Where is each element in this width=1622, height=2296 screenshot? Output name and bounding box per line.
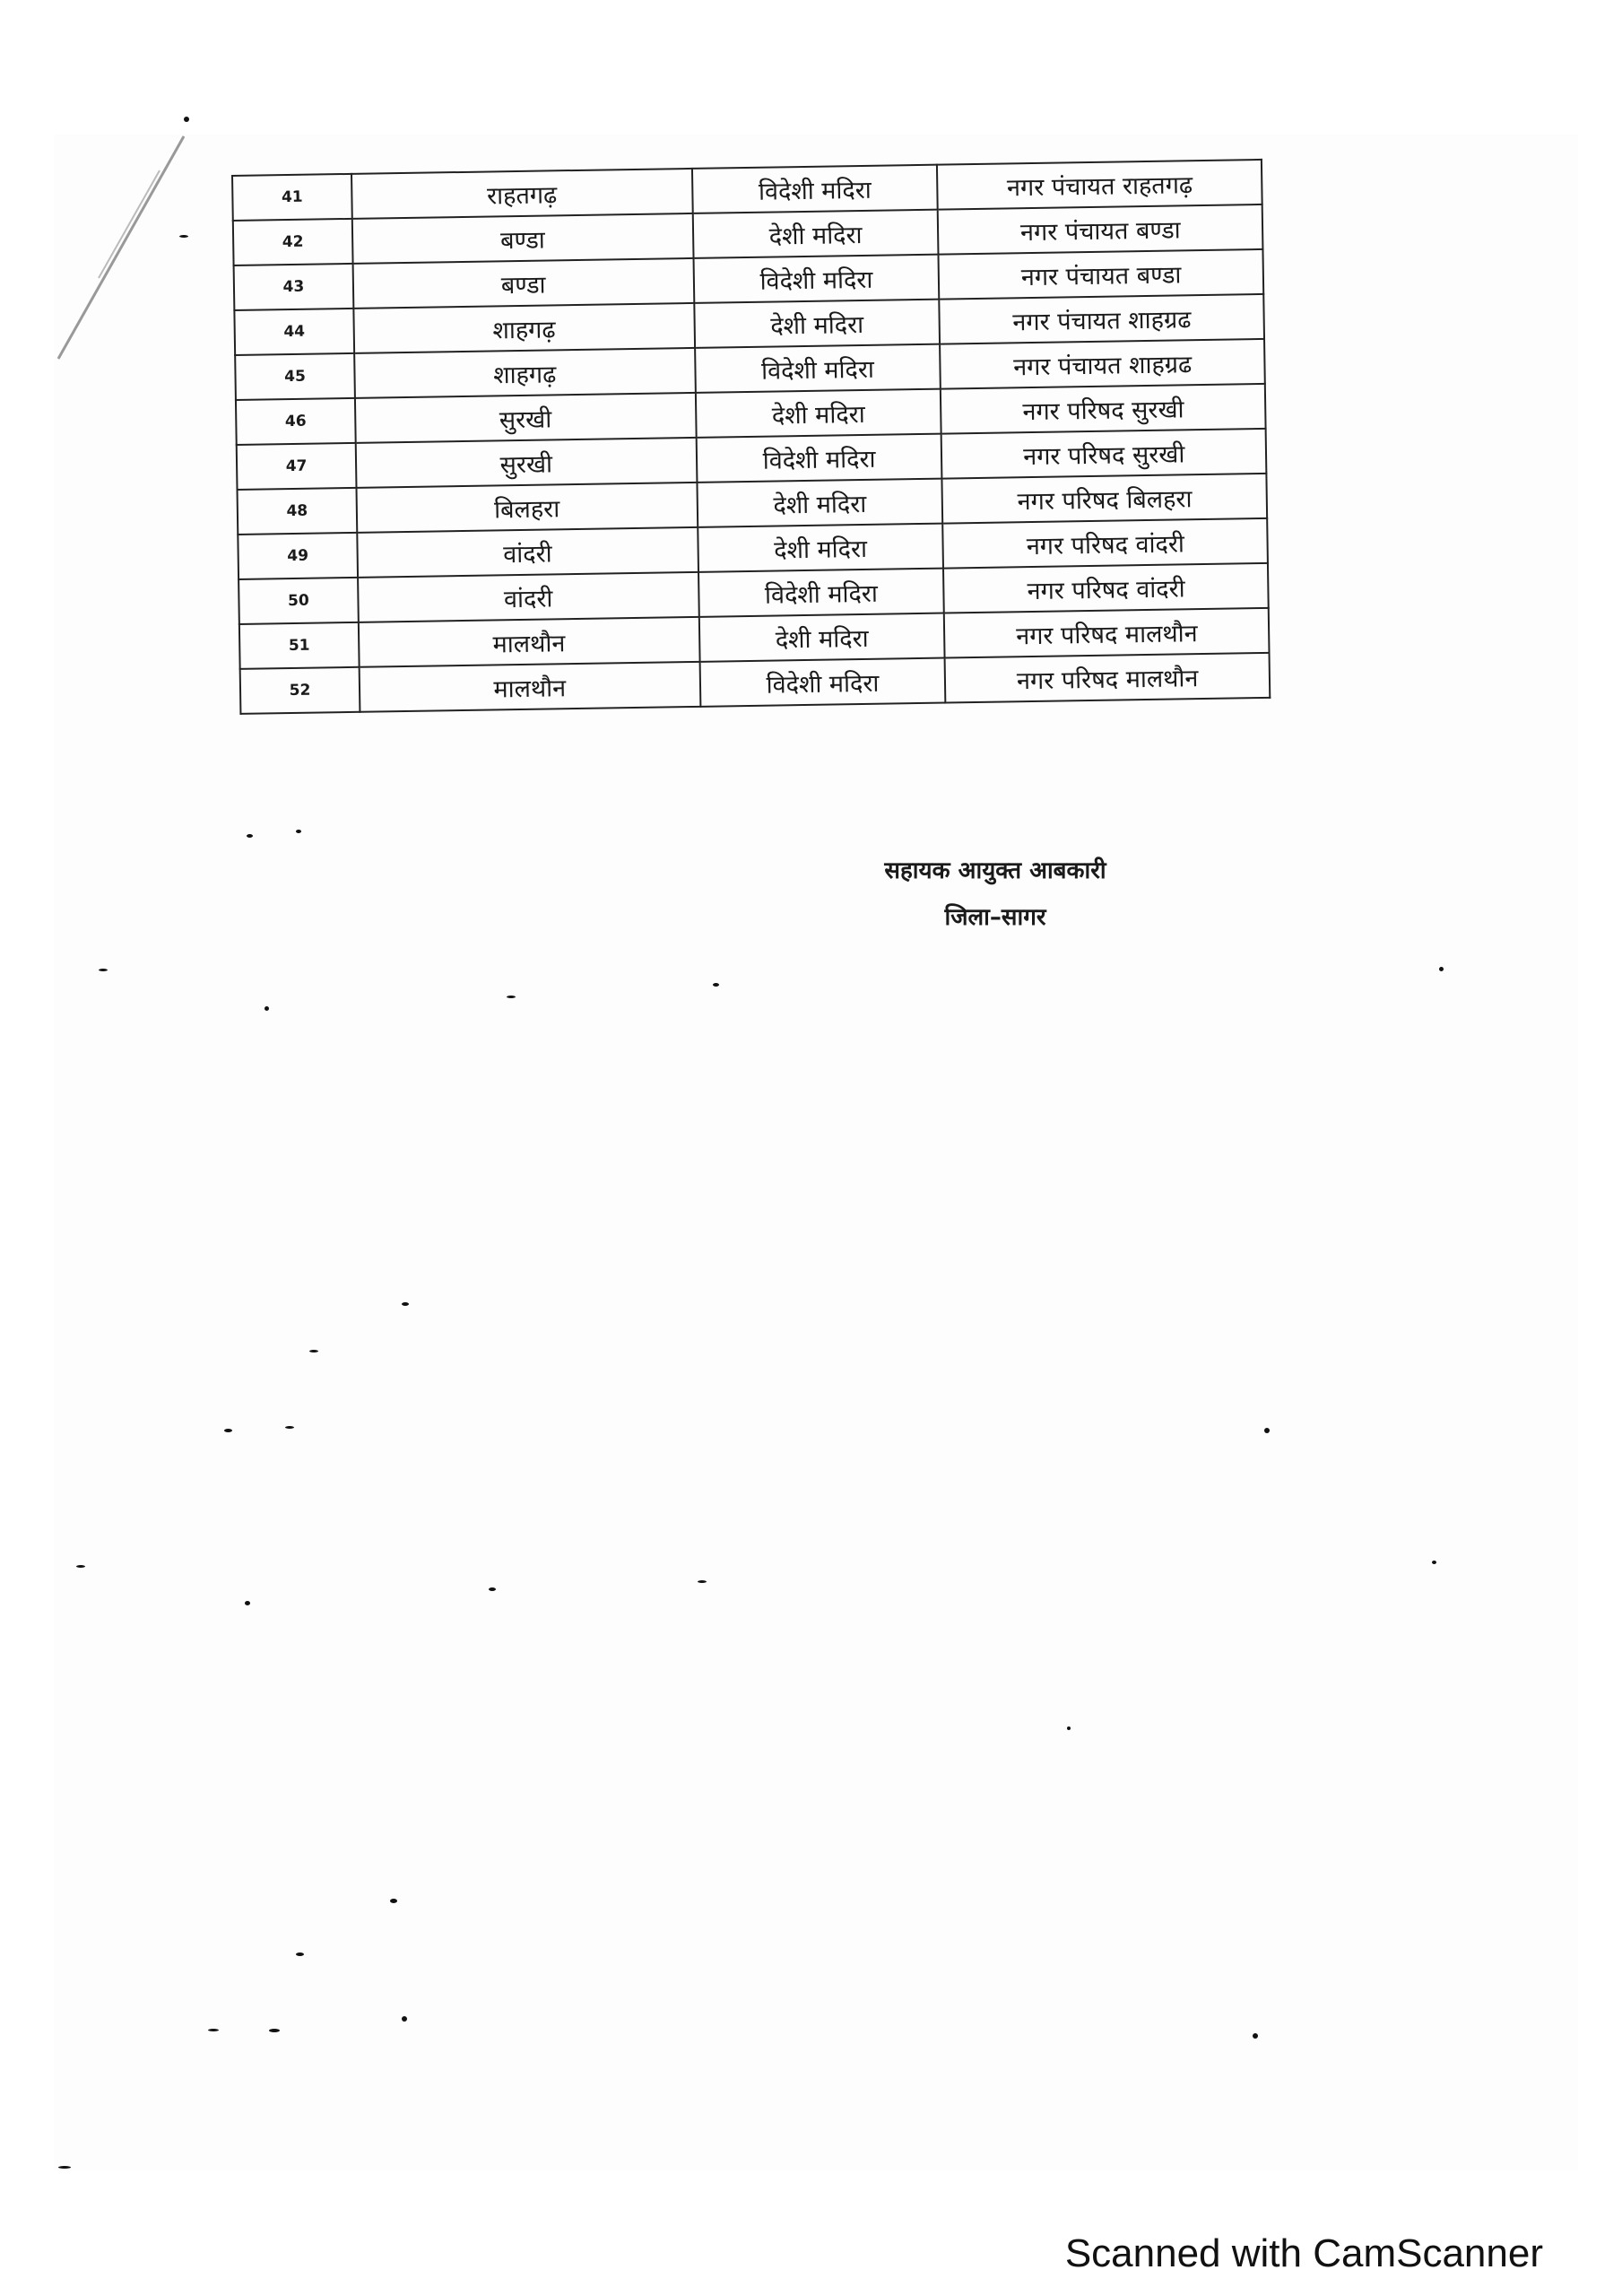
liquor-type-cell: विदेशी मदिरा xyxy=(698,569,945,617)
serial-number-cell: 48 xyxy=(238,488,358,535)
signature-block xyxy=(807,848,1184,941)
serial-number-cell: 43 xyxy=(234,264,354,310)
serial-number-cell: 47 xyxy=(237,443,357,490)
scan-speck xyxy=(58,2166,71,2169)
local-body-cell: नगर परिषद सुरखी xyxy=(941,429,1266,479)
liquor-type-cell: देशी मदिरा xyxy=(695,389,941,438)
local-body-cell: नगर पंचायत शाहग्रढ xyxy=(940,294,1264,344)
serial-number-cell: 45 xyxy=(235,353,355,400)
location-cell: बिलहरा xyxy=(356,483,697,533)
scan-speck xyxy=(309,1350,318,1352)
scan-speck xyxy=(713,983,719,987)
scan-speck xyxy=(179,235,188,238)
liquor-type-cell: देशी मदिरा xyxy=(698,524,944,572)
scan-speck xyxy=(247,834,253,838)
serial-number-cell: 50 xyxy=(239,578,359,624)
location-cell: वांदरी xyxy=(358,572,698,622)
liquor-type-cell: देशी मदिरा xyxy=(698,613,945,662)
location-cell: सुरखी xyxy=(355,393,696,443)
liquor-type-cell: देशी मदिरा xyxy=(692,210,939,258)
scan-speck xyxy=(390,1899,397,1903)
location-cell: मालथौन xyxy=(359,617,699,667)
location-cell: बण्डा xyxy=(352,213,693,264)
scan-speck xyxy=(1264,1428,1270,1433)
liquor-type-cell: विदेशी मदिरा xyxy=(695,344,941,393)
location-cell: सुरखी xyxy=(356,438,697,488)
scan-speck xyxy=(1253,2033,1258,2039)
local-body-cell: नगर परिषद सुरखी xyxy=(941,384,1265,434)
scan-speck xyxy=(99,969,108,971)
liquor-type-cell: विदेशी मदिरा xyxy=(696,434,942,483)
signatory-district: जिला–सागर xyxy=(944,904,1046,931)
camscanner-watermark: Scanned with CamScanner xyxy=(1064,2231,1543,2275)
local-body-cell: नगर परिषद मालथौन xyxy=(944,608,1269,658)
scan-speck xyxy=(296,830,301,833)
scan-speck xyxy=(265,1006,269,1011)
scan-speck xyxy=(285,1426,294,1429)
serial-number-cell: 51 xyxy=(239,622,360,669)
scan-speck xyxy=(402,1302,409,1306)
scan-speck xyxy=(184,117,189,122)
location-cell: शाहगढ़ xyxy=(353,303,694,353)
scan-speck xyxy=(76,1565,85,1568)
local-body-cell: नगर पंचायत बण्डा xyxy=(939,249,1263,300)
serial-number-cell: 42 xyxy=(233,219,353,265)
scan-speck xyxy=(245,1601,250,1605)
location-cell: राहतगढ़ xyxy=(351,169,692,219)
signatory-designation: सहायक आयुक्त आबकारी xyxy=(884,857,1106,884)
liquor-shop-table xyxy=(231,159,1271,715)
liquor-type-cell: विदेशी मदिरा xyxy=(699,658,946,707)
scan-speck xyxy=(269,2029,280,2032)
liquor-type-cell: विदेशी मदिरा xyxy=(693,255,940,303)
scan-speck xyxy=(402,2016,407,2022)
location-cell: वांदरी xyxy=(357,527,698,578)
location-cell: बण्डा xyxy=(352,258,693,309)
location-cell: मालथौन xyxy=(360,662,700,712)
scan-speck xyxy=(224,1429,232,1432)
scan-speck xyxy=(208,2029,219,2031)
local-body-cell: नगर परिषद बिलहरा xyxy=(942,474,1267,524)
serial-number-cell: 46 xyxy=(236,398,356,445)
local-body-cell: नगर पंचायत राहतगढ़ xyxy=(937,160,1262,210)
serial-number-cell: 52 xyxy=(240,667,360,714)
local-body-cell: नगर परिषद मालथौन xyxy=(945,653,1270,703)
scan-speck xyxy=(1067,1726,1071,1730)
scan-speck xyxy=(1432,1561,1436,1564)
scan-speck xyxy=(1439,967,1444,971)
serial-number-cell: 41 xyxy=(232,174,352,221)
serial-number-cell: 49 xyxy=(238,533,358,579)
serial-number-cell: 44 xyxy=(234,309,354,355)
location-cell: शाहगढ़ xyxy=(354,348,695,398)
local-body-cell: नगर पंचायत शाहग्रढ xyxy=(941,339,1265,389)
local-body-cell: नगर परिषद वांदरी xyxy=(943,563,1268,613)
local-body-cell: नगर पंचायत बण्डा xyxy=(938,204,1262,255)
liquor-type-cell: विदेशी मदिरा xyxy=(692,165,939,213)
scan-speck xyxy=(507,996,516,998)
scan-speck xyxy=(489,1587,496,1591)
liquor-type-cell: देशी मदिरा xyxy=(694,300,941,348)
liquor-type-cell: देशी मदिरा xyxy=(697,479,943,527)
scan-speck xyxy=(698,1580,707,1583)
local-body-cell: नगर परिषद वांदरी xyxy=(943,518,1268,569)
scan-speck xyxy=(296,1952,304,1956)
